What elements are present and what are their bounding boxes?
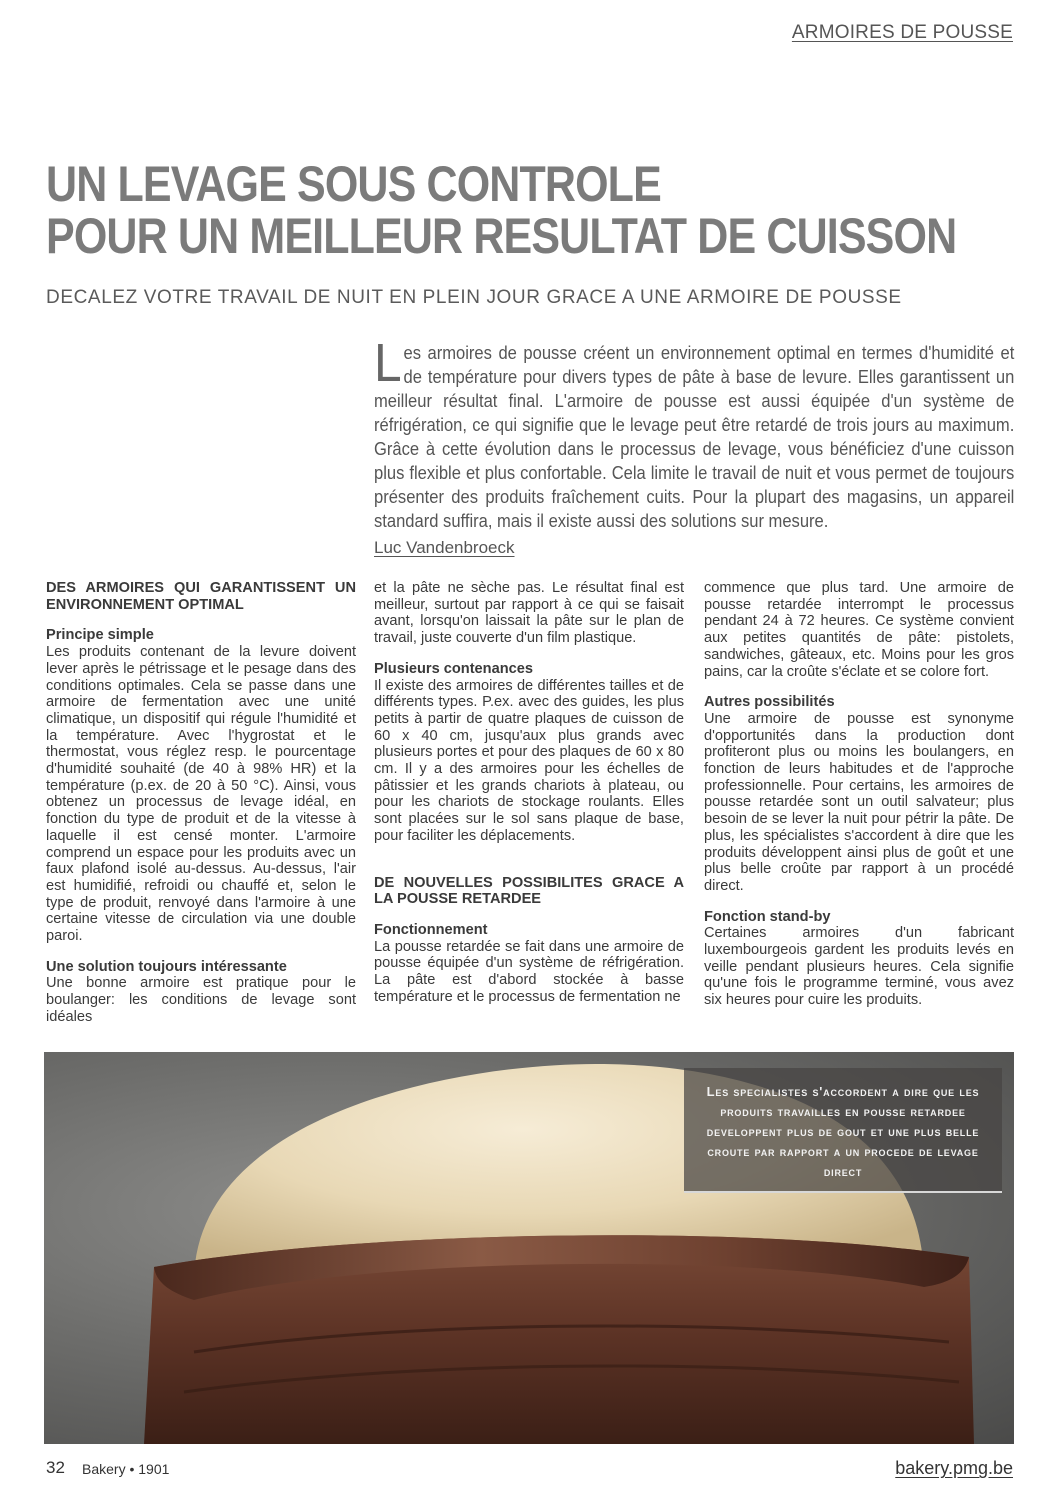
subheading: Une solution toujours intéressante [46,958,287,975]
body-paragraph: Il existe des armoires de différentes tailles et de différents types. P.ex. avec des guides, les plus petits à partir de quatre plaques de cuisson de 60 x 40 cm, jusqu'aux plus grands avec plusieurs portes et pour des plaques de 60 x 80 cm. Il y a des armoires pour les échelles de pâtissier et les grands chariots à plateau, ou pour les chariots de stockage roulants. Elles sont placées sur le sol sans plaque de base, pour faciliter les déplacements. [374,677,684,844]
article-headline [46,156,957,264]
section-heading: DE NOUVELLES POSSIBILITES GRACE A LA POUSSE RETARDEE [374,874,684,908]
body-paragraph: Une bonne armoire est pratique pour le boulanger: les conditions de levage sont idéales [46,975,356,1025]
subheading: Fonctionnement [374,921,488,938]
headline-line-1: UN LEVAGE SOUS CONTROLE [46,156,661,212]
magazine-issue: Bakery • 1901 [82,1461,170,1477]
headline-line-2: POUR UN MEILLEUR RESULTAT DE CUISSON [46,208,957,264]
intro-text: es armoires de pousse créent un environnement optimal en termes d'humidité et de température pour divers types de pâte à base de levure. Elles garantissent un meilleur résultat final. L'armoire de pousse est aussi équipée d'un système de réfrigération, ce qui signifie que le levage peut être retardé de trois jours au maximum. Grâce à cette évolution dans le processus de levage, vous bénéficiez d'une cuisson plus flexible et plus confortable. Cela limite le travail de nuit et vous permet de toujours présenter des produits fraîchement cuits. Pour la plupart des magasins, un appareil standard suffira, mais il existe aussi des solutions sur mesure. [374,343,1015,531]
page-number: 32 [46,1458,65,1477]
body-paragraph: La pousse retardée se fait dans une armoire de pousse équipée d'un système de réfrigération. La pâte est d'abord stockée à basse température et le processus de fermentation ne [374,938,684,1005]
section-label: ARMOIRES DE POUSSE [791,22,1013,43]
text-column-3 [704,580,1014,1009]
body-paragraph: Les produits contenant de la levure doivent lever après le pétrissage et le pesage dans des conditions optimales. Cela se passe dans une armoire de fermentation avec une unité climatique, un dispositif qui régule l'humidité et la température. Avec l'hygrostat et le thermostat, vous réglez resp. le pourcentage d'humidité souhaité (de 40 à 98% HR) et la température (p.ex. de 20 à 50 °C). Ainsi, vous obtenez un processus de levage idéal, en fonction du type de produit et de la vitesse à laquelle il est censé monter. L'armoire comprend un espace pour les produits avec un faux plafond isolé au-dessus. Au-dessus, l'air est humidifié, refroidi ou chauffé et, selon le type de produit, renvoyé dans l'armoire à une certaine vitesse de circulation via une double paroi. [46,644,356,945]
body-paragraph: et la pâte ne sèche pas. Le résultat final est meilleur, surtout par rapport à ce qui se faisait avant, lorsqu'on laissait la pâte sur le plan de travail, juste couverte d'un film plastique. [374,580,684,647]
section-heading: DES ARMOIRES QUI GARANTISSENT UN ENVIRONNEMENT OPTIMAL [46,580,356,613]
subheading: Fonction stand-by [704,908,831,925]
body-paragraph: Certaines armoires d'un fabricant luxembourgeois gardent les produits levés en veille pendant plusieurs heures. Cela signifie qu'une fois le programme terminé, vous avez six heures pour cuire les produits. [704,925,1014,1009]
pull-quote: Les specialistes s'accordent a dire que les produits travailles en pousse retardee developpent plus de gout et une plus belle croute par rapport a un procede de levage direct [684,1068,1002,1193]
subheading: Principe simple [46,627,154,644]
text-column-2 [374,580,684,1005]
body-paragraph: Une armoire de pousse est synonyme d'opportunités dans la production dont profiteront plus ou moins les boulangers, en fonction de leurs habitudes et de l'approche professionnelle. Pour certains, les armoires de pousse retardée sont un outil salvateur; plus besoin de se lever la nuit pour pétrir la pâte. De plus, les spécialistes s'accordent à dire que les produits développent ainsi plus de goût et une plus belle croûte par rapport à un procédé direct. [704,710,1014,894]
subheading: Plusieurs contenances [374,660,533,677]
article-subheadline: DECALEZ VOTRE TRAVAIL DE NUIT EN PLEIN JOUR GRACE A UNE ARMOIRE DE POUSSE [46,287,902,308]
body-paragraph: commence que plus tard. Une armoire de pousse retardée interrompt le processus pendant 24 à 72 heures. Ce système convient aux petites quantités de pâte: pistolets, sandwiches, gâteaux, etc. Moins pour les gros pains, car la croûte s'éclate et se colore fort. [704,580,1014,680]
website-link[interactable]: bakery.pmg.be [895,1458,1013,1478]
author-byline: Luc Vandenbroeck [374,538,515,557]
drop-cap: L [374,333,402,393]
intro-paragraph [374,333,1015,533]
text-column-1 [46,580,356,1026]
subheading: Autres possibilités [704,694,835,711]
